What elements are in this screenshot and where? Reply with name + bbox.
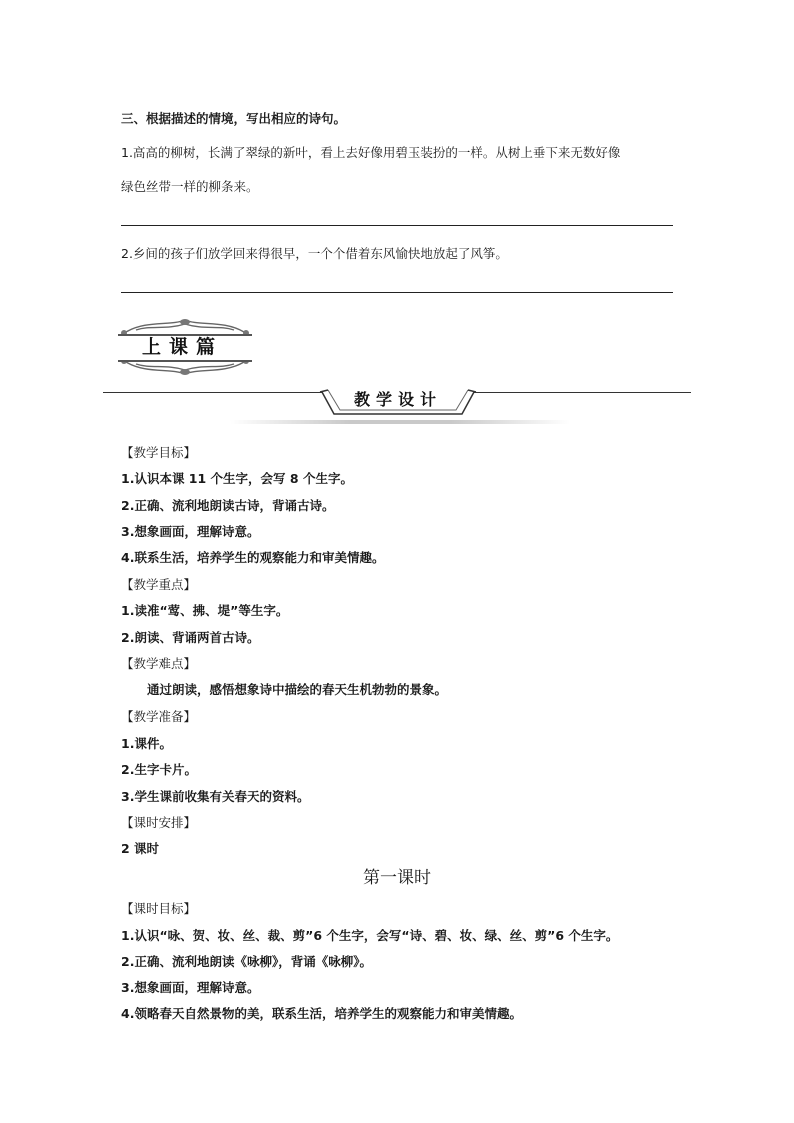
banner-shadow [230,420,570,424]
lesson-goal-item: 4.领略春天自然景物的美，联系生活，培养学生的观察能力和审美情趣。 [121,1006,522,1021]
preparation-item: 1.课件。 [121,736,172,751]
preparation-item: 3.学生课前收集有关春天的资料。 [121,789,310,804]
lesson-title: 第一课时 [363,868,431,888]
preparation-heading: 【教学准备】 [121,709,197,724]
preparation-item: 2.生字卡片。 [121,762,197,777]
difficulties-text: 通过朗读，感悟想象诗中描绘的春天生机勃勃的景象。 [147,682,448,697]
lesson-goal-item: 3.想象画面，理解诗意。 [121,980,260,995]
key-points-heading: 【教学重点】 [121,577,197,592]
answer-line-1 [121,225,673,226]
section-heading: 三、根据描述的情境，写出相应的诗句。 [121,111,347,126]
goal-item: 3.想象画面，理解诗意。 [121,524,260,539]
difficulties-heading: 【教学难点】 [121,656,197,671]
lesson-goal-item: 1.认识“咏、贺、妆、丝、裁、剪”6 个生字，会写“诗、碧、妆、绿、丝、剪”6 个生字。 [121,928,619,943]
goal-item: 2.正确、流利地朗读古诗，背诵古诗。 [121,498,335,513]
schedule-heading: 【课时安排】 [121,815,197,830]
ornament-title: 上课篇 [142,336,224,358]
lesson-goal-item: 2.正确、流利地朗读《咏柳》，背诵《咏柳》。 [121,954,372,969]
goal-item: 1.认识本课 11 个生字，会写 8 个生字。 [121,471,353,486]
key-point-item: 2.朗读、背诵两首古诗。 [121,630,260,645]
lesson-goals-heading: 【课时目标】 [121,901,197,916]
question-1-line-2: 绿色丝带一样的柳条来。 [121,179,259,194]
schedule-text: 2 课时 [121,841,160,856]
goal-item: 4.联系生活，培养学生的观察能力和审美情趣。 [121,550,385,565]
banner-title: 教学设计 [353,390,442,409]
question-1-line-1: 1.高高的柳树，长满了翠绿的新叶，看上去好像用碧玉装扮的一样。从树上垂下来无数好像 [121,145,621,160]
question-2: 2.乡间的孩子们放学回来得很早，一个个借着东风愉快地放起了风筝。 [121,246,508,261]
answer-line-2 [121,292,673,293]
goals-heading: 【教学目标】 [121,445,197,460]
key-point-item: 1.读准“莺、拂、堤”等生字。 [121,603,289,618]
